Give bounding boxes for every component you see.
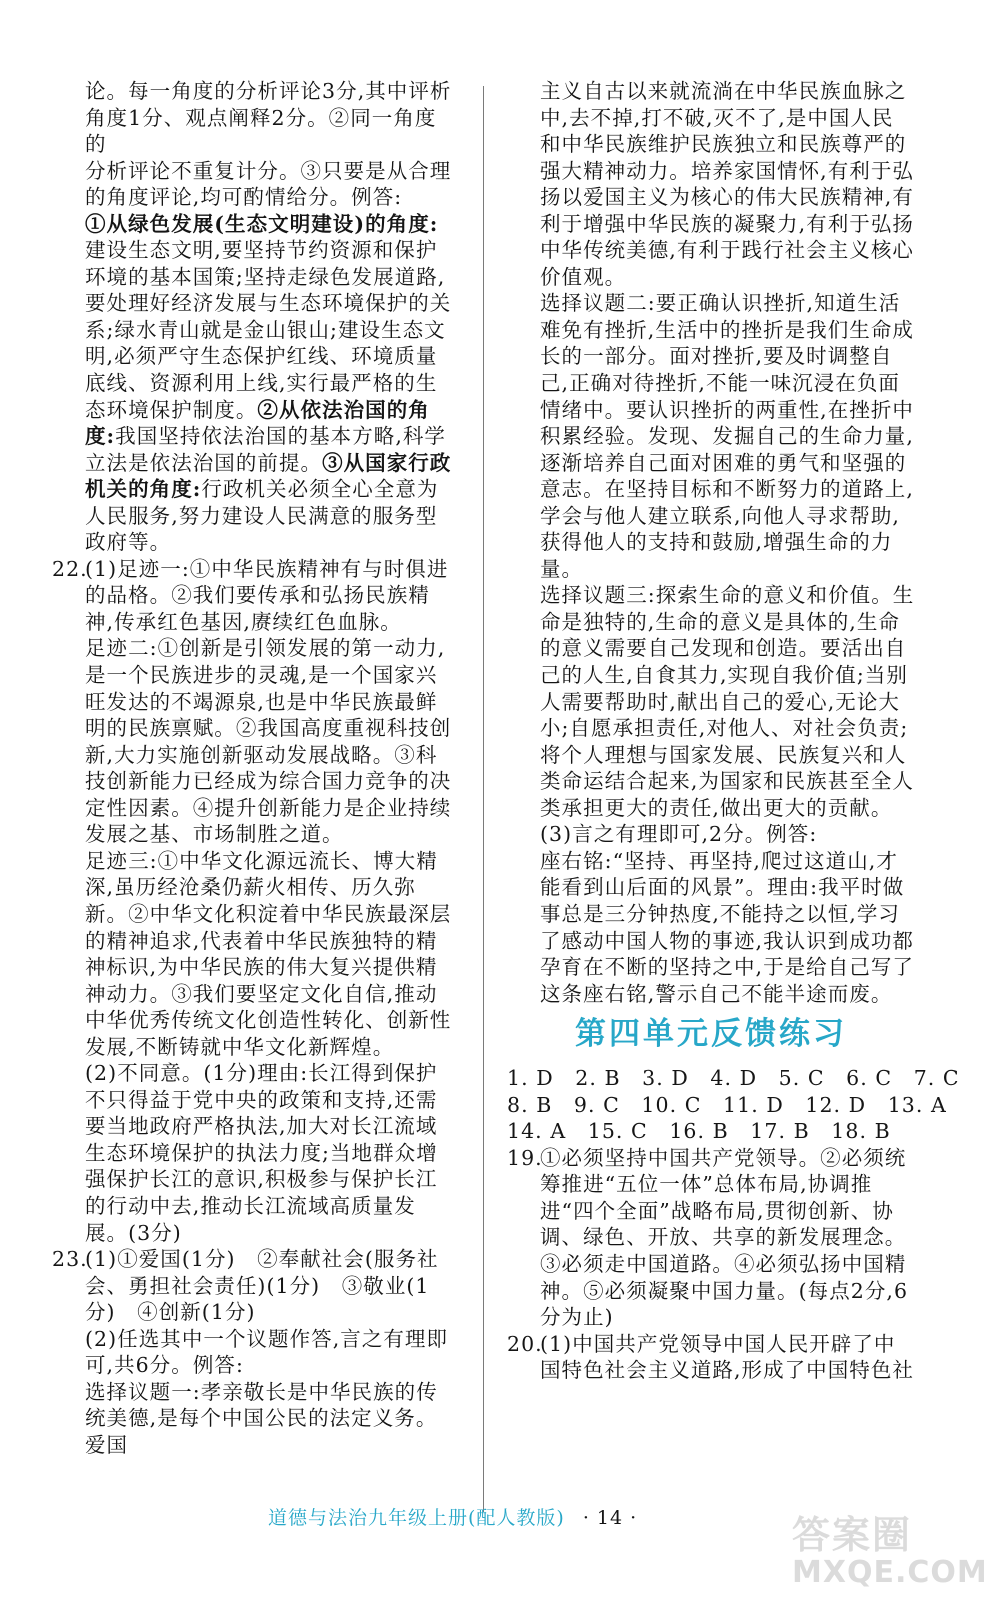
rule-of-law-heading: ②从依法治国的角度:	[85, 397, 430, 449]
intro-line-2: 角度1分、观点阐释2分。②同一角度的	[85, 105, 437, 157]
topic-2: 选择议题二:要正确认识挫折,知道生活难免有挫折,生活中的挫折是我们生命成长的一部分。面对挫折,要及时调整自己,正确对待挫折,不能一味沉浸在负面情绪中。要认识挫折的两重性,在挫折中积累经验。发现、发掘自己的生命力量,逐渐培养自己面对困难的勇气和坚强的意志。在坚持目标和不断努力的道路上,学会与他人建立联系,向他人寻求帮助,获得他人的支持和鼓励,增强生命的力量。	[540, 291, 914, 581]
left-column	[52, 78, 456, 1458]
q22-footprint-1: (1)足迹一:①中华民族精神有与时俱进的品格。②我们要传承和弘扬民族精神,传承红色基因,赓续红色血脉。	[85, 556, 449, 634]
section-title: 第四单元反馈练习	[575, 1016, 847, 1053]
q22-footprint-2: 足迹二:①创新是引领发展的第一动力,是一个民族进步的灵魂,是一个国家兴旺发达的不竭源泉,也是中华民族最鲜明的民族禀赋。②我国高度重视科技创新,大力实施创新驱动发展战略。③科技创新能力已经成为综合国力竞争的决定性因素。④提升创新能力是企业持续发展之基、市场制胜之道。	[85, 636, 452, 847]
administrative-organs-body: 行政机关必须全心全意为人民服务,努力建设人民满意的服务型政府等。	[85, 477, 439, 555]
q22-part-2: (2)不同意。(1分)理由:长江得到保护不只得益于党中央的政策和支持,还需要当地政府严格执法,加大对长江流域生态环境保护的执法力度;当地群众增强保护长江的意识,积极参与保护长江的行动中去,推动长江流域高质量发展。(3分)	[85, 1061, 438, 1245]
q19-answer: ①必须坚持中国共产党领导。②必须统筹推进“五位一体”总体布局,协调推进“四个全面”战略布局,贯彻创新、协调、绿色、开放、共享的新发展理念。③必须走中国道路。④必须弘扬中国精神。⑤必须凝聚中国力量。(每点2分,6分为止)	[540, 1145, 909, 1330]
question-23	[52, 1246, 456, 1458]
question-number: 20.	[507, 1331, 543, 1356]
question-19	[507, 1145, 915, 1331]
motto-answer: 座右铭:“坚持、再坚持,爬过这道山,才能看到山后面的风景”。理由:我平时做事总是三分钟热度,不能持之以恒,学习了感动中国人物的事迹,我认识到成功都孕育在不断的坚持之中,于是给自己写了这条座右铭,警示自己不能半途而废。	[540, 848, 914, 1006]
book-title: 道德与法治九年级上册(配人教版)	[268, 1507, 565, 1529]
answer-row-3: 14. A 15. C 16. B 17. B 18. B	[507, 1119, 891, 1144]
question-22	[52, 556, 456, 1246]
page-number: · 14 ·	[582, 1507, 638, 1529]
q23-part-1: (1)①爱国(1分) ②奉献社会(服务社会、勇担社会责任)(1分) ③敬业(1分) ④创新(1分)	[85, 1247, 439, 1325]
answer-row-2: 8. B 9. C 10. C 11. D 12. D 13. A	[507, 1092, 947, 1117]
q22-footprint-3: 足迹三:①中华文化源远流长、博大精深,虽历经沧桑仍薪火相传、历久弥新。②中华文化积淀着中华民族最深层的精神追求,代表着中华民族独特的精神标识,为中华民族的伟大复兴提供精神动力。③我们要坚定文化自信,推动中华优秀传统文化创造性转化、创新性发展,不断铸就中华文化新辉煌。	[85, 848, 452, 1059]
answer-row-1: 1. D 2. B 3. D 4. D 5. C 6. C 7. C	[507, 1066, 960, 1091]
administrative-organs-heading: ③从国家行政机关的角度:	[85, 450, 452, 502]
green-development-body: 建设生态文明,要坚持节约资源和保护环境的基本国策;坚持走绿色发展道路,要处理好经济发展与生态环境保护的关系;绿水青山就是金山银山;建设生态文明,必须严守生态保护红线、环境质量底线、资源利用上线,实行最严格的生态环境保护制度。	[85, 238, 452, 422]
watermark-domain: MXQE.COM	[792, 1555, 988, 1590]
intro-paragraph	[52, 211, 456, 556]
question-20	[507, 1331, 915, 1384]
green-development-heading: ①从绿色发展(生态文明建设)的角度:	[85, 211, 439, 236]
topic-1-continued: 主义自古以来就流淌在中华民族血脉之中,去不掉,打不破,灭不了,是中国人民和中华民族维护民族独立和民族尊严的强大精神动力。培养家国情怀,有利于弘扬以爱国主义为核心的伟大民族精神,有利于增强中华民族的凝聚力,有利于弘扬中华传统美德,有利于践行社会主义核心价值观。	[540, 79, 914, 289]
question-number: 19.	[507, 1145, 543, 1170]
page-footer	[268, 1503, 637, 1530]
watermark-text: 答案圈	[792, 1513, 913, 1557]
intro-line-1: 论。每一角度的分析评论3分,其中评析	[85, 79, 452, 103]
q23-part-2: (2)任选其中一个议题作答,言之有理即可,共6分。例答:	[85, 1326, 449, 1378]
column-divider	[483, 86, 484, 1512]
topic-3: 选择议题三:探索生命的意义和价值。生命是独特的,生命的意义是具体的,生命的意义需要自己发现和创造。要活出自己的人生,自食其力,实现自我价值;当别人需要帮助时,献出自己的爱心,无论大小;自愿承担责任,对他人、对社会负责;将个人理想与国家发展、民族复兴和人类命运结合起来,为国家和民族甚至全人类承担更大的责任,做出更大的贡献。	[540, 583, 915, 820]
rule-of-law-body: 我国坚持依法治国的基本方略,科学立法是依法治国的前提。	[85, 424, 446, 475]
q20-answer: (1)中国共产党领导中国人民开辟了中国特色社会主义道路,形成了中国特色社	[540, 1331, 914, 1383]
right-column	[507, 78, 960, 1384]
q23-part-3: (3)言之有理即可,2分。例答:	[540, 822, 818, 847]
question-number: 23.	[52, 1247, 88, 1272]
intro-line-4: 的角度评论,均可酌情给分。例答:	[85, 185, 403, 210]
intro-line-3: 分析评论不重复计分。③只要是从合理	[85, 158, 452, 183]
q23-topic-1: 选择议题一:孝亲敬长是中华民族的传统美德,是每个中国公民的法定义务。爱国	[85, 1379, 438, 1457]
watermark-logo	[792, 1504, 988, 1592]
question-number: 22.	[52, 556, 88, 581]
